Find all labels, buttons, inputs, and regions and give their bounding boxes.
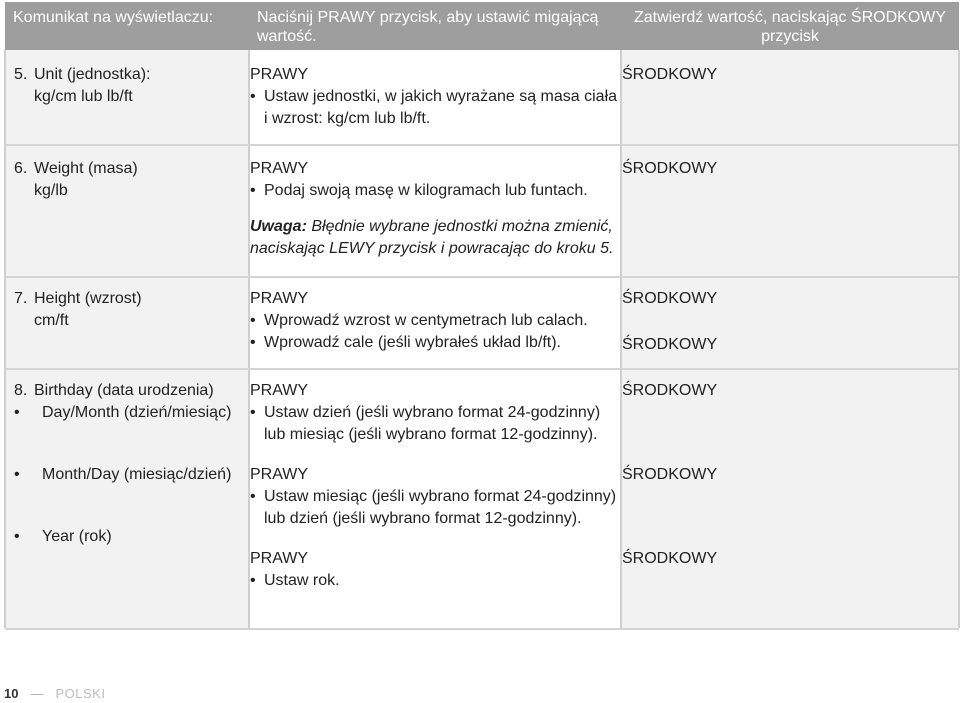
table-header bbox=[5, 2, 959, 50]
note-text: Błędnie wybrane jednostki można zmienić, naciskając LEWY przycisk i powracając do kroku 5. bbox=[250, 218, 614, 257]
step-sub: Month/Day (miesiąc/dzień) bbox=[42, 466, 232, 483]
action-label: PRAWY bbox=[250, 290, 309, 307]
table-row bbox=[5, 145, 959, 276]
bullet: • bbox=[250, 572, 256, 589]
confirm-label: ŚRODKOWY bbox=[622, 336, 718, 353]
step-title: Weight (masa) bbox=[34, 160, 138, 177]
bullet-text: Wprowadź wzrost w centymetrach lub calach. bbox=[264, 312, 588, 329]
table-row bbox=[5, 50, 959, 144]
bullet: • bbox=[14, 528, 20, 545]
table-row bbox=[5, 369, 959, 628]
bullet-text: Wprowadź cale (jeśli wybrałeś układ lb/ft). bbox=[264, 334, 561, 351]
confirm-label: ŚRODKOWY bbox=[622, 66, 718, 83]
bullet-text: Ustaw jednostki, w jakich wyrażane są masa ciała i wzrost: kg/cm lub lb/ft. bbox=[264, 88, 618, 127]
step-title: Height (wzrost) bbox=[34, 290, 142, 307]
bullet-text: Ustaw dzień (jeśli wybrano format 24-godzinny) lub miesiąc (jeśli wybrano format 12-godzinny). bbox=[264, 404, 601, 443]
step-number: 7. bbox=[14, 290, 28, 307]
action-label: PRAWY bbox=[250, 382, 309, 399]
step-title: Birthday (data urodzenia) bbox=[34, 382, 214, 399]
confirm-label: ŚRODKOWY bbox=[622, 382, 718, 399]
header-display-message: Komunikat na wyświetlaczu: bbox=[5, 2, 249, 50]
bullet-text: Podaj swoją masę w kilogramach lub funtach. bbox=[264, 182, 588, 199]
step-sub: kg/lb bbox=[34, 182, 68, 199]
step-number: 8. bbox=[14, 382, 28, 399]
confirm-label: ŚRODKOWY bbox=[622, 550, 718, 567]
bullet: • bbox=[14, 404, 20, 421]
bullet: • bbox=[250, 312, 256, 329]
note bbox=[250, 216, 620, 260]
page-footer bbox=[4, 686, 105, 701]
step-number: 5. bbox=[14, 66, 28, 83]
confirm-label: ŚRODKOWY bbox=[622, 466, 718, 483]
header-right-button: Naciśnij PRAWY przycisk, aby ustawić migającą wartość. bbox=[249, 2, 621, 50]
table-row bbox=[5, 277, 959, 368]
step-number: 6. bbox=[14, 160, 28, 177]
step-sub: cm/ft bbox=[34, 312, 69, 329]
page-number: 10 bbox=[4, 686, 19, 701]
bullet: • bbox=[250, 404, 256, 421]
step-sub: kg/cm lub lb/ft bbox=[34, 88, 133, 105]
action-label: PRAWY bbox=[250, 160, 309, 177]
bullet: • bbox=[250, 88, 256, 105]
bullet: • bbox=[250, 182, 256, 199]
step-title: Unit (jednostka): bbox=[34, 66, 151, 83]
note-label: Uwaga: bbox=[250, 218, 307, 235]
action-label: PRAWY bbox=[250, 466, 309, 483]
header-confirm: Zatwierdź wartość, naciskając ŚRODKOWY przycisk bbox=[621, 2, 959, 50]
instruction-table bbox=[4, 2, 960, 630]
step-sub: Day/Month (dzień/miesiąc) bbox=[42, 404, 232, 421]
action-label: PRAWY bbox=[250, 66, 309, 83]
bullet-text: Ustaw miesiąc (jeśli wybrano format 24-godzinny) lub dzień (jeśli wybrano format 12-godzinny). bbox=[264, 488, 617, 527]
bullet-text: Ustaw rok. bbox=[264, 572, 340, 589]
bullet: • bbox=[250, 488, 256, 505]
action-label: PRAWY bbox=[250, 550, 309, 567]
footer-dash: — bbox=[30, 686, 44, 701]
step-sub: Year (rok) bbox=[42, 528, 112, 545]
bullet: • bbox=[250, 334, 256, 351]
confirm-label: ŚRODKOWY bbox=[622, 160, 718, 177]
footer-language: POLSKI bbox=[55, 686, 106, 701]
confirm-label: ŚRODKOWY bbox=[622, 290, 718, 307]
bullet: • bbox=[14, 466, 20, 483]
